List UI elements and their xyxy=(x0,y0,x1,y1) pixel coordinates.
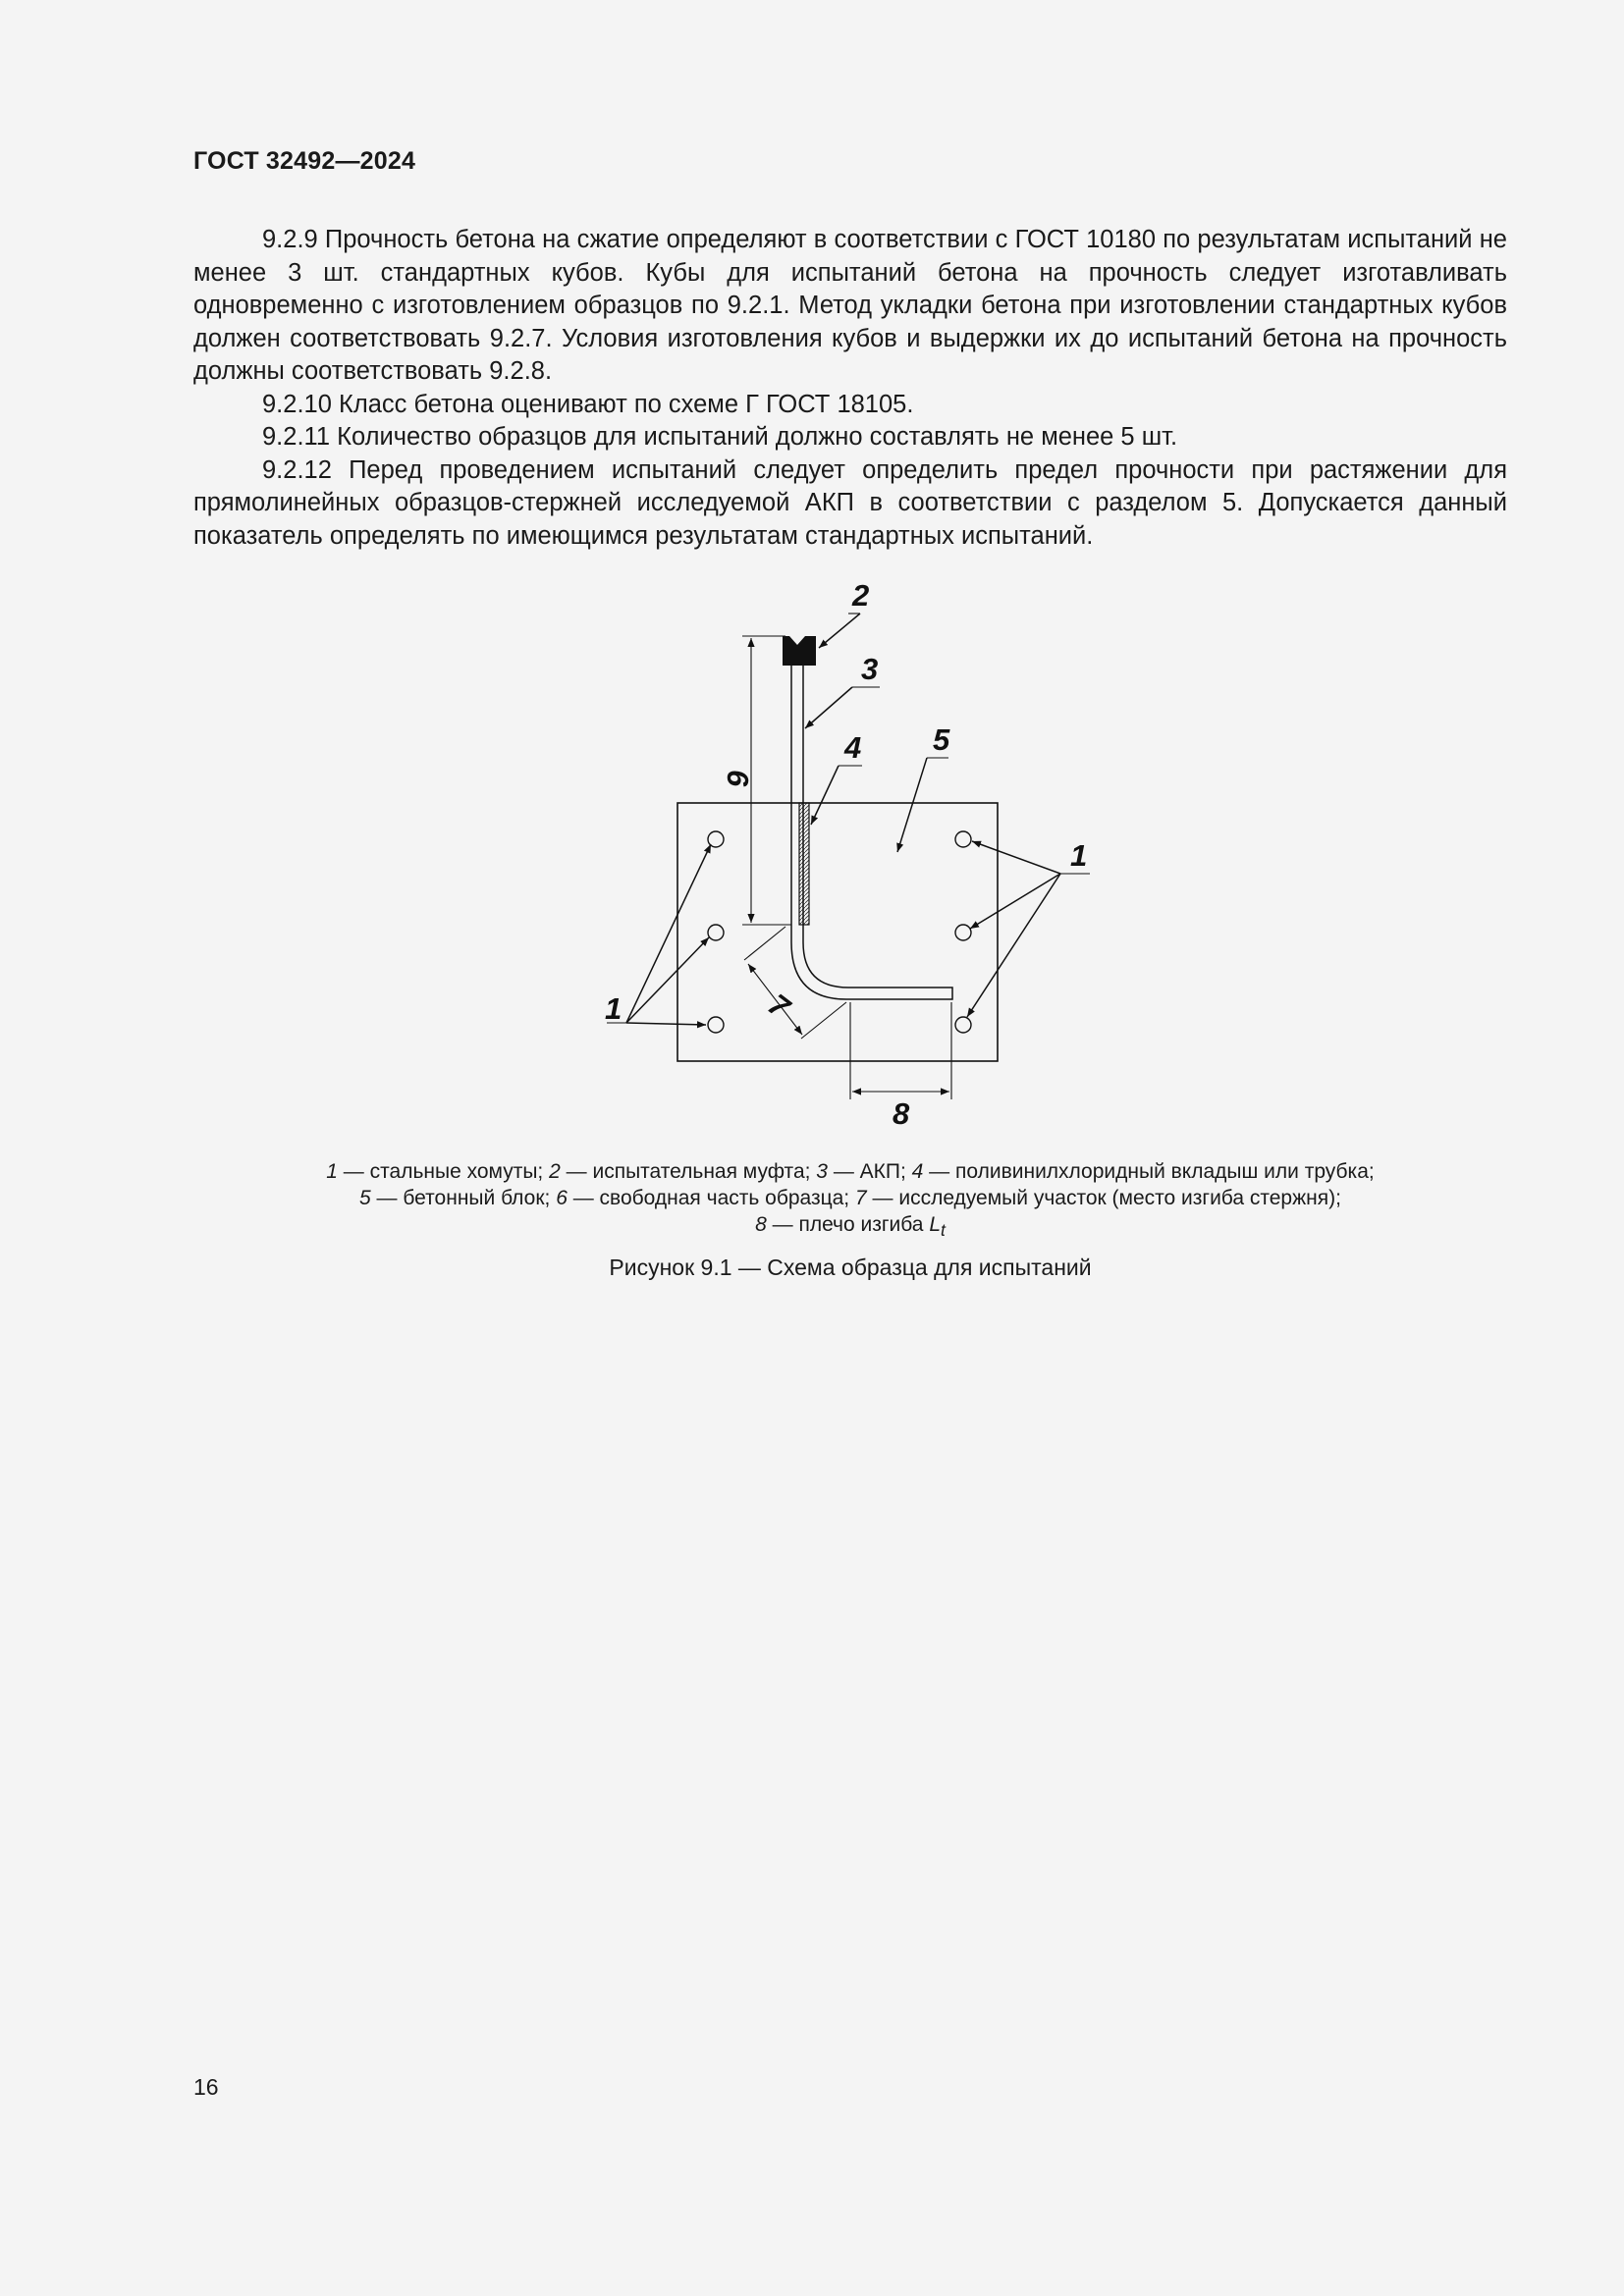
paragraph-9-2-9: 9.2.9 Прочность бетона на сжатие определяют в соответствии с ГОСТ 10180 по результатам испытаний не менее 3 шт. стандартных кубов. Кубы для испытаний бетона на прочность следует изготавливать одновременно с изготовлением образцов по 9.2.1. Метод укладки бетона при изготовлении стандартных кубов должен соответствовать 9.2.7. Условия изготовления кубов и выдержки их до испытаний бетона на прочность должны соответствовать 9.2.8. xyxy=(193,226,1507,385)
label-1-right: 1 xyxy=(1070,838,1088,873)
dimension-8 xyxy=(850,1002,951,1099)
label-1-left: 1 xyxy=(605,991,623,1026)
legend-row-3: 8 — плечо изгиба $L_t$ xyxy=(755,1213,946,1241)
label-7: 7 xyxy=(761,987,796,1025)
label-3: 3 xyxy=(861,652,879,686)
paragraph-9-2-10: 9.2.10 Класс бетона оценивают по схеме Г ГОСТ 18105. xyxy=(262,390,914,418)
figure-legend xyxy=(193,1158,1507,1244)
steel-clamp xyxy=(955,1017,971,1033)
paragraph-9-2-11: 9.2.11 Количество образцов для испытаний должно составлять не менее 5 шт. xyxy=(262,423,1178,451)
figure-caption: Рисунок 9.1 — Схема образца для испытаний xyxy=(609,1255,1092,1280)
legend-row-2: 5 — бетонный блок; 6 — свободная часть образца; 7 — исследуемый участок (место изгиба стержня); xyxy=(359,1187,1341,1209)
dimension-7 xyxy=(744,927,846,1039)
test-coupling xyxy=(783,636,816,666)
steel-clamp xyxy=(955,925,971,940)
legend-row-1: 1 — стальные хомуты; 2 — испытательная муфта; 3 — АКП; 4 — поливинилхлоридный вкладыш или трубка; xyxy=(326,1160,1375,1183)
label-8: 8 xyxy=(893,1096,910,1131)
steel-clamp xyxy=(708,925,724,940)
label-5: 5 xyxy=(933,722,950,757)
label-6: 6 xyxy=(721,770,755,787)
steel-clamp xyxy=(708,1017,724,1033)
concrete-block xyxy=(677,803,998,1061)
label-2: 2 xyxy=(852,578,870,613)
pvc-insert xyxy=(799,803,809,925)
paragraph-9-2-12: 9.2.12 Перед проведением испытаний следует определить предел прочности при растяжении для прямолинейных образцов-стержней исследуемой АКП в соответствии с разделом 5. Допускается данный показатель определять по имеющимся результатам стандартных испытаний. xyxy=(193,455,1507,550)
body-text xyxy=(193,224,1507,553)
frp-rod xyxy=(791,666,952,999)
steel-clamp xyxy=(955,831,971,847)
label-4: 4 xyxy=(844,730,862,765)
leader-lines xyxy=(607,614,1090,1025)
specimen-diagram xyxy=(584,569,1114,1139)
page-number: 16 xyxy=(193,2074,219,2100)
document-header: ГОСТ 32492—2024 xyxy=(193,147,416,175)
